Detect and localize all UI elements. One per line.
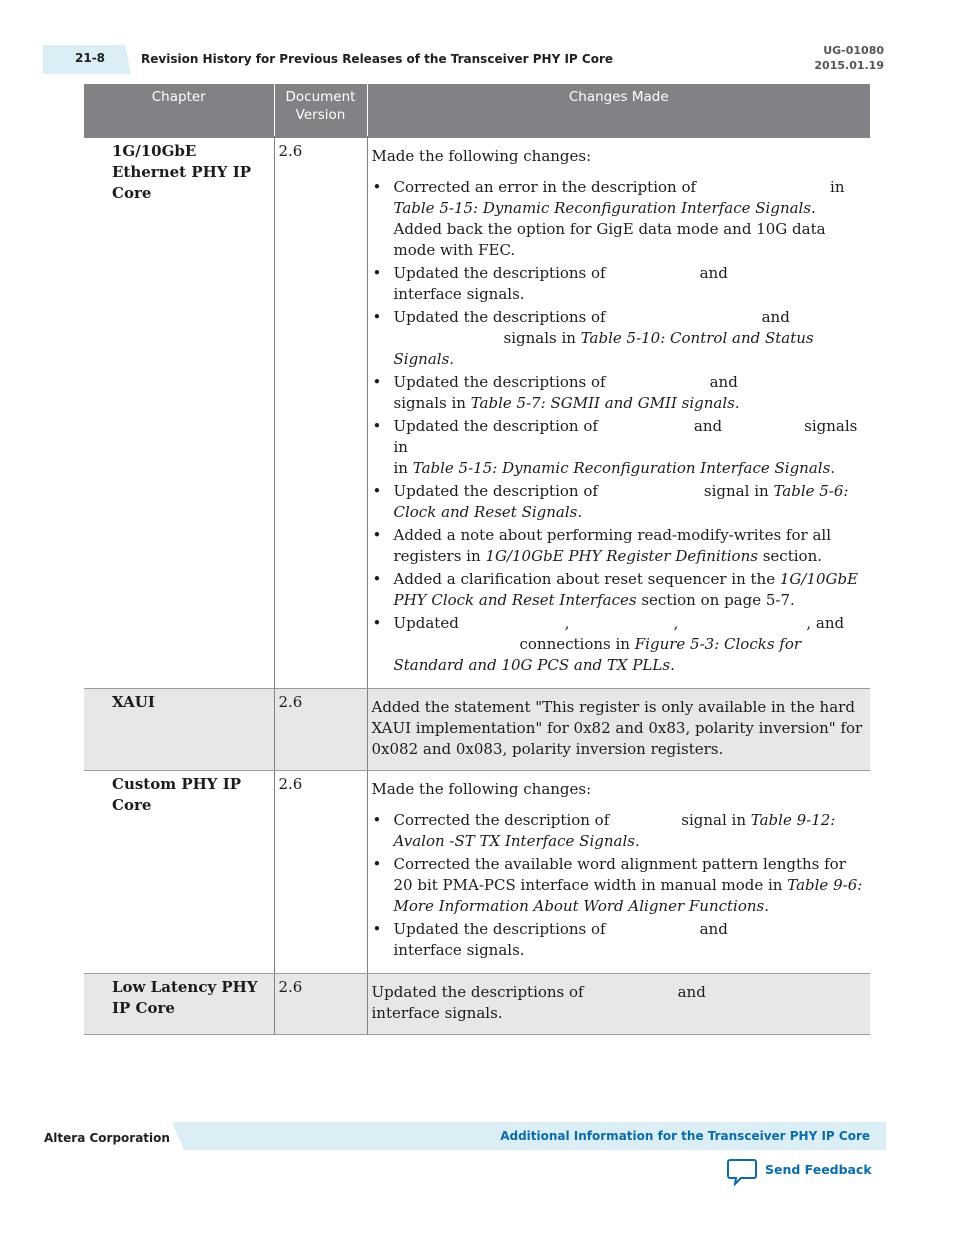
changes-intro: Made the following changes: (371, 147, 592, 165)
changes-cell (367, 137, 870, 689)
list-item: • Corrected the available word alignment pattern lengths for 20 bit PMA-PCS interface width in manual mode in Table 9-6: More Information About Word Aligner Functions. (394, 854, 867, 917)
chapter-cell: Low Latency PHY IP Core (84, 974, 274, 1035)
list-item: • Corrected an error in the description of in Table 5-15: Dynamic Reconfiguration Interface Signals. Added back the option for GigE data mode and 10G data mode with FEC. (394, 177, 867, 261)
footer-company: Altera Corporation (44, 1131, 170, 1145)
send-feedback-link[interactable]: Send Feedback (765, 1162, 872, 1177)
version-cell: 2.6 (274, 771, 367, 974)
list-item: • Added a clarification about reset sequencer in the 1G/10GbE PHY Clock and Reset Interfaces section on page 5-7. (394, 569, 867, 611)
changes-cell (367, 771, 870, 974)
list-item: • Added a note about performing read-modify-writes for all registers in 1G/10GbE PHY Register Definitions section. (394, 525, 867, 567)
list-item: • Updated , , , and connections in Figure 5-3: Clocks for Standard and 10G PCS and TX PLLs. (394, 613, 867, 676)
list-item: • Updated the descriptions of and signals in Table 5-10: Control and Status Signals. (394, 307, 867, 370)
version-cell: 2.6 (274, 974, 367, 1035)
table-row (84, 771, 870, 974)
column-header-document-version: Document Version (274, 84, 367, 137)
column-header-chapter: Chapter (84, 84, 274, 137)
document-id: UG-01080 (823, 44, 884, 57)
list-item: • Updated the descriptions of and interface signals. (394, 919, 867, 961)
document-date: 2015.01.19 (814, 59, 884, 72)
changes-intro: Made the following changes: (371, 780, 592, 798)
revision-history-table (84, 84, 870, 1035)
changes-cell: Updated the descriptions of and interface signals. (367, 974, 870, 1035)
list-item: • Corrected the description of signal in Table 9-12: Avalon -ST TX Interface Signals. (394, 810, 867, 852)
chapter-cell: XAUI (84, 689, 274, 771)
list-item: • Updated the descriptions of and signals in Table 5-7: SGMII and GMII signals. (394, 372, 867, 414)
running-header-title: Revision History for Previous Releases of the Transceiver PHY IP Core (141, 52, 613, 66)
document-id-block (814, 43, 884, 73)
list-item: • Updated the descriptions of and interface signals. (394, 263, 867, 305)
speech-bubble-icon[interactable] (727, 1158, 757, 1186)
version-cell: 2.6 (274, 689, 367, 771)
footer-section-link[interactable]: Additional Information for the Transceiver PHY IP Core (500, 1129, 870, 1143)
table-row (84, 689, 870, 771)
version-cell: 2.6 (274, 137, 367, 689)
changes-list (372, 810, 867, 961)
chapter-cell: 1G/10GbE Ethernet PHY IP Core (84, 137, 274, 689)
changes-list (372, 177, 867, 676)
chapter-cell: Custom PHY IP Core (84, 771, 274, 974)
table-row (84, 137, 870, 689)
table-header-row (84, 84, 870, 137)
column-header-changes-made: Changes Made (367, 84, 870, 137)
list-item: • Updated the description of and signals in in Table 5-15: Dynamic Reconfiguration Interface Signals. (394, 416, 867, 479)
table-row (84, 974, 870, 1035)
list-item: • Updated the description of signal in Table 5-6: Clock and Reset Signals. (394, 481, 867, 523)
changes-cell: Added the statement "This register is only available in the hard XAUI implementation" for 0x82 and 0x83, polarity inversion" for 0x082 and 0x083, polarity inversion registers. (367, 689, 870, 771)
page-number: 21-8 (75, 51, 106, 65)
